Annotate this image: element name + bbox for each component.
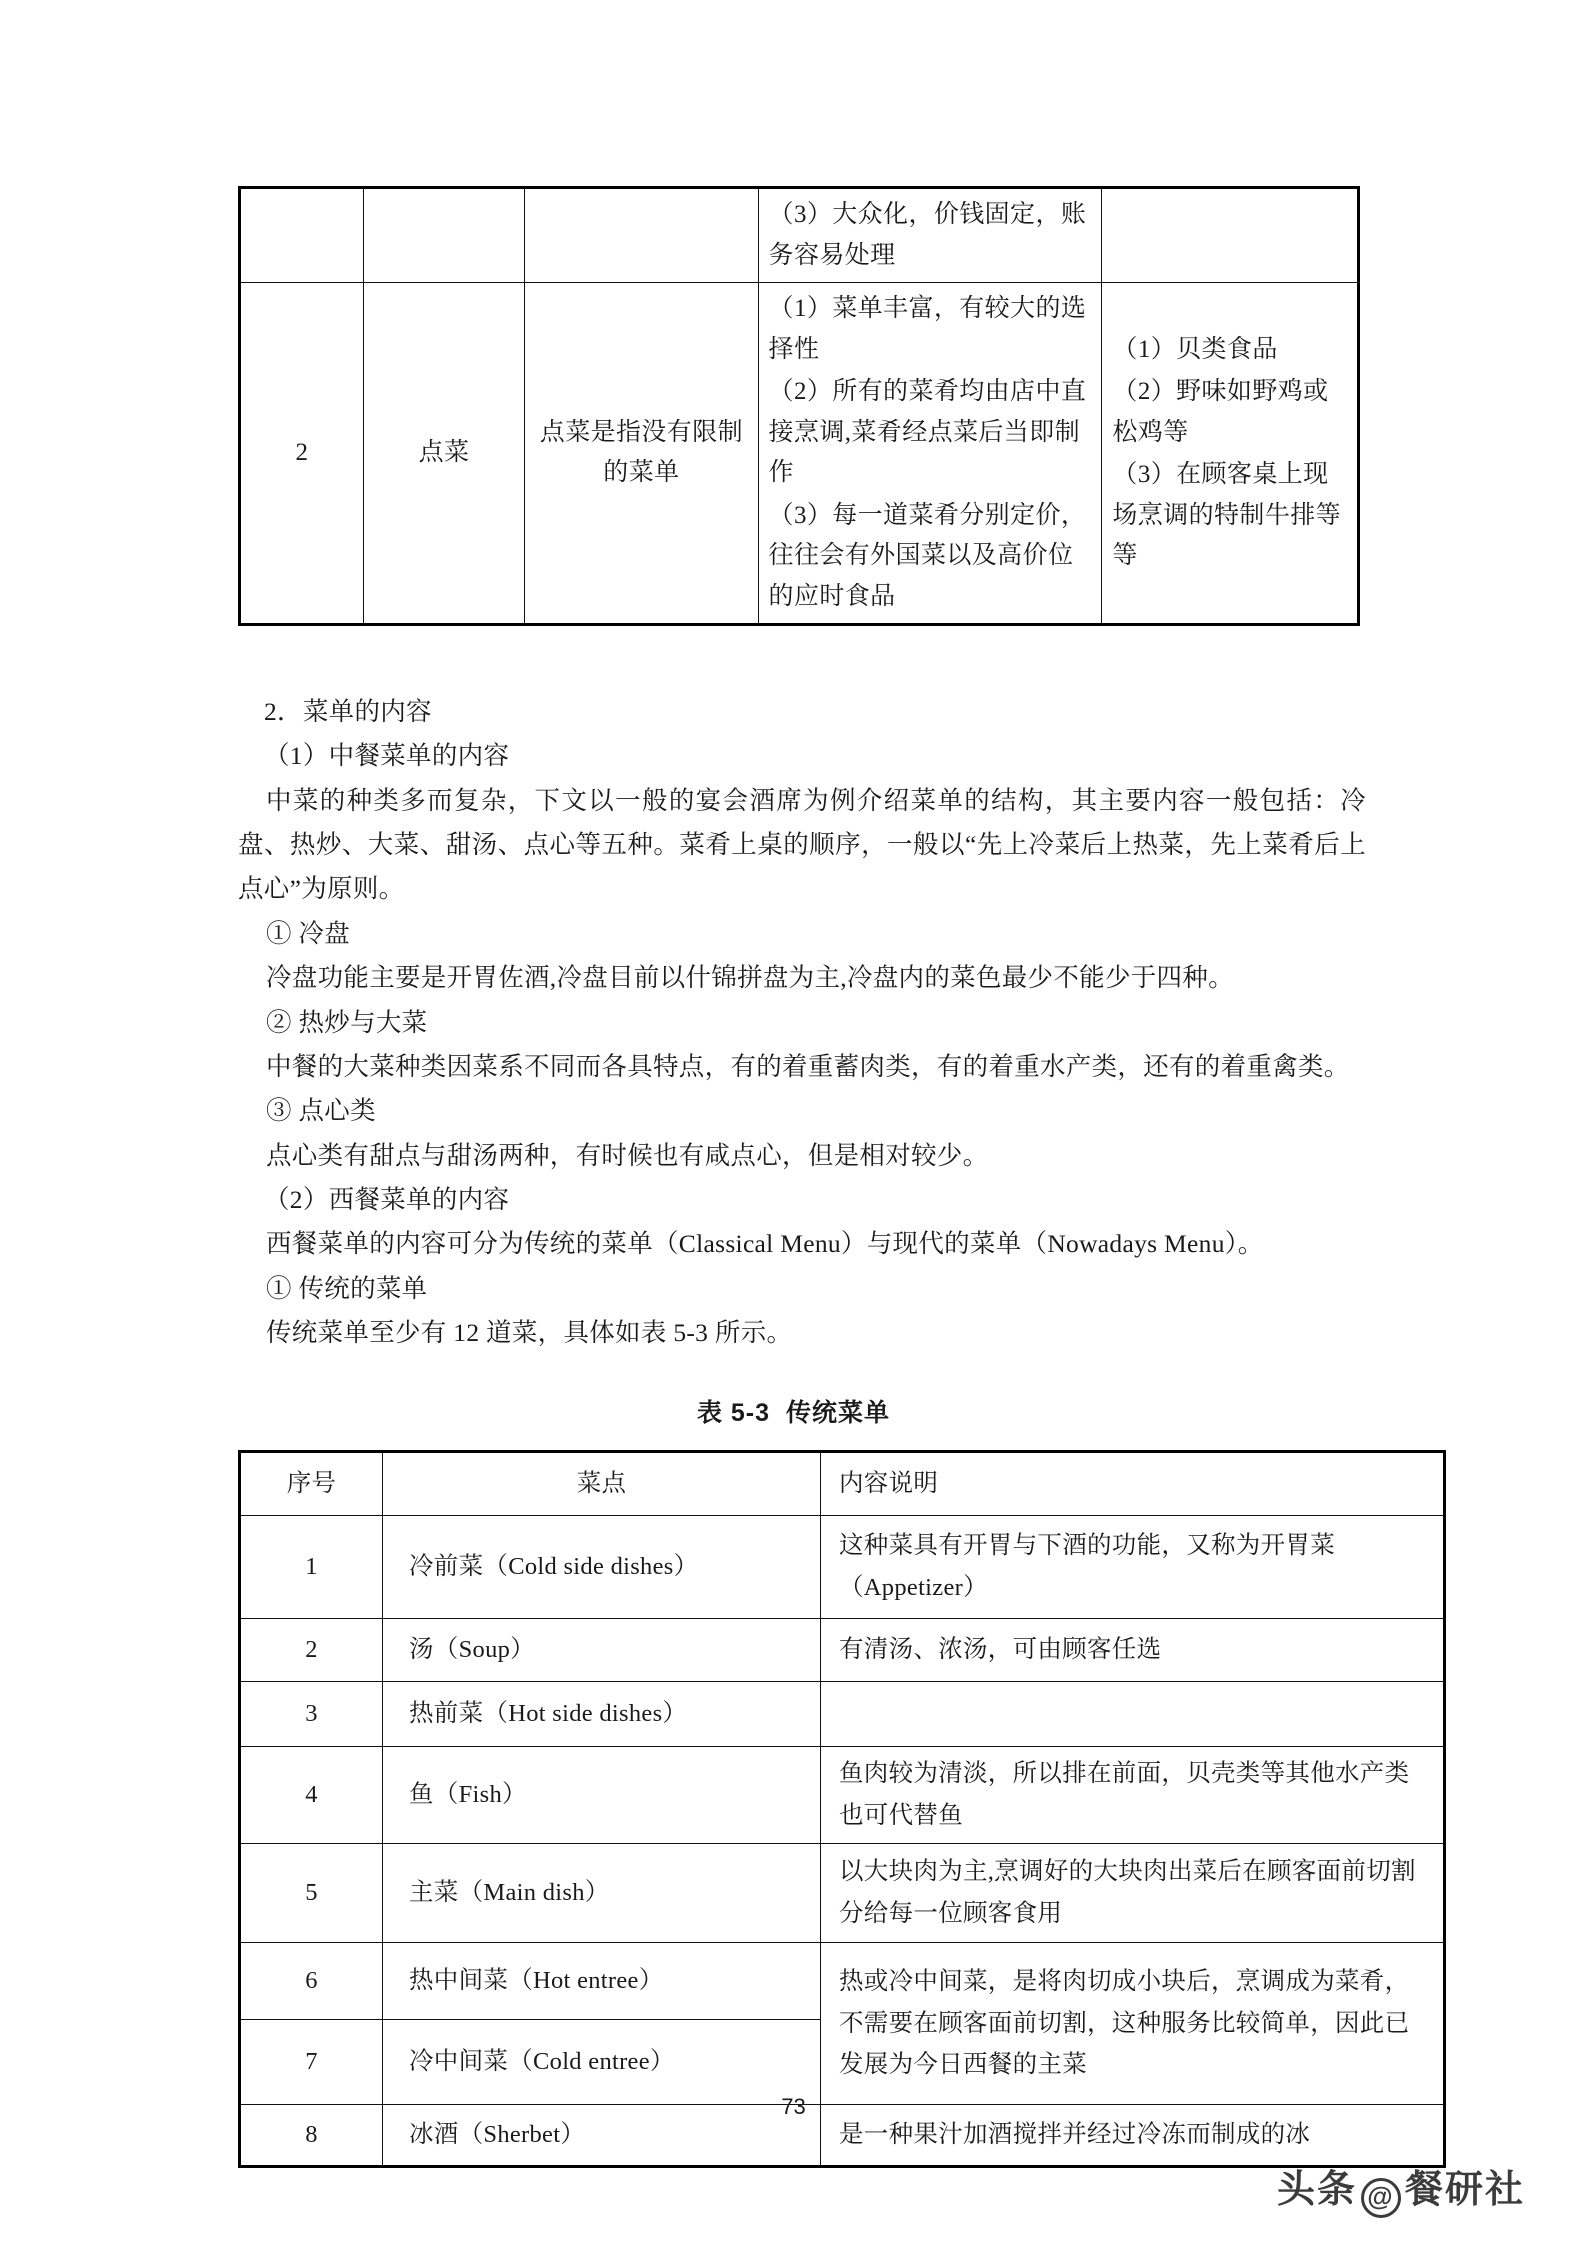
watermark-account: 餐研社 [1404,2169,1525,2211]
table-row [240,1619,1445,1682]
cell-name-continued [363,188,524,283]
cell-seq: 1 [240,1516,383,1619]
cell-definition: 点菜是指没有限制的菜单 [525,283,758,625]
cell-examples [1102,283,1359,625]
cell-features [758,283,1102,625]
cell-seq: 2 [240,1619,383,1682]
cell-seq: 3 [240,1682,383,1747]
paragraph-classical-menu-count: 传统菜单至少有 12 道菜，具体如表 5-3 所示。 [266,1318,793,1348]
table-row [240,1844,1445,1943]
page-number: 73 [781,2094,806,2119]
paragraph-chinese-menu-structure: 中菜的种类多而复杂，下文以一般的宴会酒席为例介绍菜单的结构，其主要内容一般包括：冷盘、热炒、大菜、甜汤、点心等五种。菜肴上桌的顺序，一般以“先上冷菜后上热菜，先上菜肴后上点心”为原则。 [238,785,1366,904]
subheading-western-menu: （2）西餐菜单的内容 [264,1184,510,1214]
cell-seq: 5 [240,1844,383,1943]
item-dimsum: ③ 点心类 [266,1096,376,1126]
cell-dish: 冰酒（Sherbet） [383,2105,821,2167]
table-caption-number: 表 5-3 [696,1399,771,1427]
table-row [240,1682,1445,1747]
cell-description: 是一种果汁加酒搅拌并经过冷冻而制成的冰 [821,2105,1445,2167]
header-description: 内容说明 [821,1452,1445,1516]
cell-seq: 8 [240,2105,383,2167]
cell-dish: 主菜（Main dish） [383,1844,821,1943]
watermark-source: 头条 [1276,2169,1357,2211]
table-caption [0,1393,1587,1429]
cell-dish: 冷前菜（Cold side dishes） [383,1516,821,1619]
cell-definition-continued [525,188,758,283]
feature-line: （3）每一道菜肴分别定价，往往会有外国菜以及高价位的应时食品 [768,501,1087,610]
paragraph-western-menu-types: 西餐菜单的内容可分为传统的菜单（Classical Menu）与现代的菜单（Nowadays Menu）。 [266,1229,1264,1259]
table-row [240,1943,1445,2020]
item-stirfry-maindish: ② 热炒与大菜 [266,1007,428,1037]
cell-features-continued [758,188,1102,283]
example-line: （1）贝类食品 [1112,335,1278,363]
cell-dish: 汤（Soup） [383,1619,821,1682]
cell-dish: 热中间菜（Hot entree） [383,1943,821,2020]
heading-menu-content: 2．菜单的内容 [264,697,432,726]
table-row [240,1747,1445,1844]
table-row [240,188,1359,283]
cell-description: 有清汤、浓汤，可由顾客任选 [821,1619,1445,1682]
table-caption-title: 传统菜单 [786,1399,891,1427]
example-line: （3）在顾客桌上现场烹调的特制牛排等等 [1112,461,1342,569]
cell-description: 鱼肉较为清淡，所以排在前面，贝壳类等其他水产类也可代替鱼 [821,1747,1445,1844]
cell-description [821,1682,1445,1747]
cell-description-merged: 热或冷中间菜，是将肉切成小块后，烹调成为菜肴，不需要在顾客面前切割，这种服务比较简单，因此已发展为今日西餐的主菜 [821,1943,1445,2105]
cell-dish: 鱼（Fish） [383,1747,821,1844]
feature-line: （2）所有的菜肴均由店中直接烹调,菜肴经点菜后当即制作 [768,378,1087,486]
paragraph-stirfry-maindish: 中餐的大菜种类因菜系不同而各具特点，有的着重蓄肉类，有的着重水产类，还有的着重禽类。 [266,1051,1350,1081]
feature-line: （1）菜单丰富，有较大的选择性 [768,295,1087,363]
cell-name: 点菜 [363,283,524,625]
item-classical-menu: ① 传统的菜单 [266,1273,428,1303]
table-header-row [240,1452,1445,1516]
cell-dish: 冷中间菜（Cold entree） [383,2020,821,2105]
item-cold-dish: ① 冷盘 [266,918,351,948]
cell-seq: 4 [240,1747,383,1844]
body-text [238,690,1366,1355]
cell-seq: 7 [240,2020,383,2105]
menu-types-table [238,186,1360,626]
cell-description: 这种菜具有开胃与下酒的功能，又称为开胃菜（Appetizer） [821,1516,1445,1619]
at-sign-icon: @ [1361,2178,1401,2218]
cell-examples-continued [1102,188,1359,283]
watermark [1277,2158,1525,2218]
cell-seq: 2 [240,283,364,625]
cell-dish: 热前菜（Hot side dishes） [383,1682,821,1747]
paragraph-cold-dish: 冷盘功能主要是开胃佐酒,冷盘目前以什锦拼盘为主,冷盘内的菜色最少不能少于四种。 [266,963,1234,993]
cell-seq-continued [240,188,364,283]
cell-description: 以大块肉为主,烹调好的大块肉出菜后在顾客面前切割分给每一位顾客食用 [821,1844,1445,1943]
feature-line: （3）大众化，价钱固定，账务容易处理 [768,201,1087,269]
table-row [240,283,1359,625]
cell-seq: 6 [240,1943,383,2020]
header-dish: 菜点 [383,1452,821,1516]
example-line: （2）野味如野鸡或松鸡等 [1112,378,1329,446]
header-seq: 序号 [240,1452,383,1516]
table-row [240,1516,1445,1619]
paragraph-dimsum: 点心类有甜点与甜汤两种，有时候也有咸点心，但是相对较少。 [266,1140,989,1170]
classical-menu-table [238,1450,1446,2168]
subheading-chinese-menu: （1）中餐菜单的内容 [264,741,510,771]
